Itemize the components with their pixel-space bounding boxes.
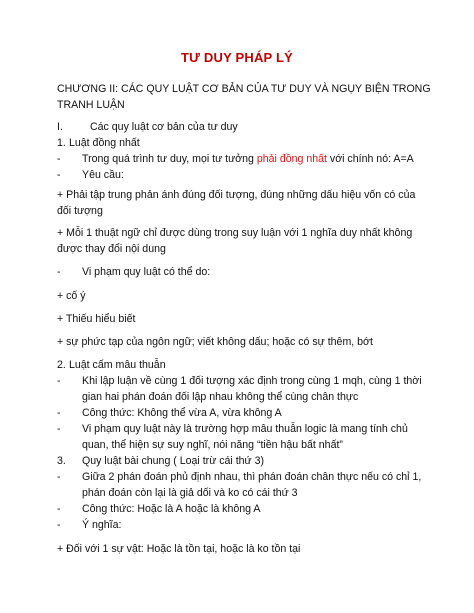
law2-bullet-3-text-line1: Vi phạm quy luật này là trường hợp mâu thuẫn logic là mang tính chủ (82, 423, 408, 435)
law1-point-5: + sự phức tạp của ngôn ngữ; viết không dấu; hoặc có sự thêm, bớt (57, 336, 373, 348)
law3-bullet-1-text-line1: Giữa 2 phán đoán phủ định nhau, thì phán đoán chân thực nếu có chỉ 1, (82, 471, 422, 483)
law1-bullet-1-highlight: phải đồng nhất (256, 153, 327, 165)
law1-point-1-line2: đối tượng (57, 205, 103, 217)
law2-title: Luật cấm mâu thuẫn (69, 359, 166, 371)
dash-marker: - (57, 519, 61, 531)
law1-marker: 1. (57, 137, 66, 149)
dash-marker: - (57, 423, 61, 435)
law1-title: Luật đồng nhất (69, 137, 140, 149)
law1-bullet-3-text: Vi phạm quy luật có thể do: (82, 266, 211, 278)
law1-point-3: + cố ý (57, 290, 86, 302)
law1-point-1-line1: + Phải tập trung phản ánh đúng đối tượng, đúng những dấu hiệu vốn có của (57, 189, 416, 201)
law3-bullet-1-text-line2: phán đoán còn lại là giả dối và ko có cái thứ 3 (82, 487, 298, 499)
law2-bullet-1-text-line1: Khi lập luận về cùng 1 đối tượng xác định trong cùng 1 mqh, cùng 1 thời (82, 375, 422, 387)
dash-marker: - (57, 153, 61, 165)
law3-point-1: + Đối với 1 sự vật: Hoặc là tồn tại, hoặc là ko tồn tại (57, 543, 301, 555)
law3-marker: 3. (57, 455, 66, 467)
section-title: Các quy luật cơ bản của tư duy (90, 121, 238, 133)
law2-bullet-3-text-line2: quan, thể hiện sự suy nghĩ, nói năng “tiền hậu bất nhất” (82, 439, 343, 451)
dash-marker: - (57, 266, 61, 278)
law1-bullet-2-text: Yêu cầu: (82, 169, 124, 181)
law1-point-2-line2: được thay đổi nội dung (57, 243, 166, 255)
law1-bullet-1-post: với chính nó: A=A (326, 153, 414, 165)
law2-bullet-1-text-line2: gian hai phán đoán đối lập nhau không thể cùng chân thực (82, 391, 359, 403)
law2-marker: 2. (57, 359, 66, 371)
dash-marker: - (57, 407, 61, 419)
document-title: TƯ DUY PHÁP LÝ (180, 50, 294, 65)
law3-bullet-3-text: Ý nghĩa: (82, 519, 122, 531)
chapter-heading-line2: TRANH LUẬN (57, 99, 125, 111)
law1-point-4: + Thiếu hiểu biết (57, 313, 136, 325)
law3-bullet-2-text: Công thức: Hoặc là A hoặc là không A (82, 503, 261, 515)
law3-title: Quy luật bài chung ( Loại trừ cái thứ 3) (82, 455, 265, 467)
law2-bullet-2-text: Công thức: Không thể vừa A, vừa không A (82, 407, 282, 419)
dash-marker: - (57, 503, 61, 515)
section-marker: I. (57, 121, 63, 133)
law1-bullet-1-pre: Trong quá trình tư duy, mọi tư tưởng (82, 153, 257, 165)
dash-marker: - (57, 169, 61, 181)
chapter-heading-line1: CHƯƠNG II: CÁC QUY LUẬT CƠ BẢN CỦA TƯ DUY VÀ NGỤY BIỆN TRONG (57, 83, 431, 95)
dash-marker: - (57, 471, 61, 483)
dash-marker: - (57, 375, 61, 387)
law1-point-2-line1: + Mỗi 1 thuật ngữ chỉ được dùng trong suy luận với 1 nghĩa duy nhất không (57, 227, 413, 239)
